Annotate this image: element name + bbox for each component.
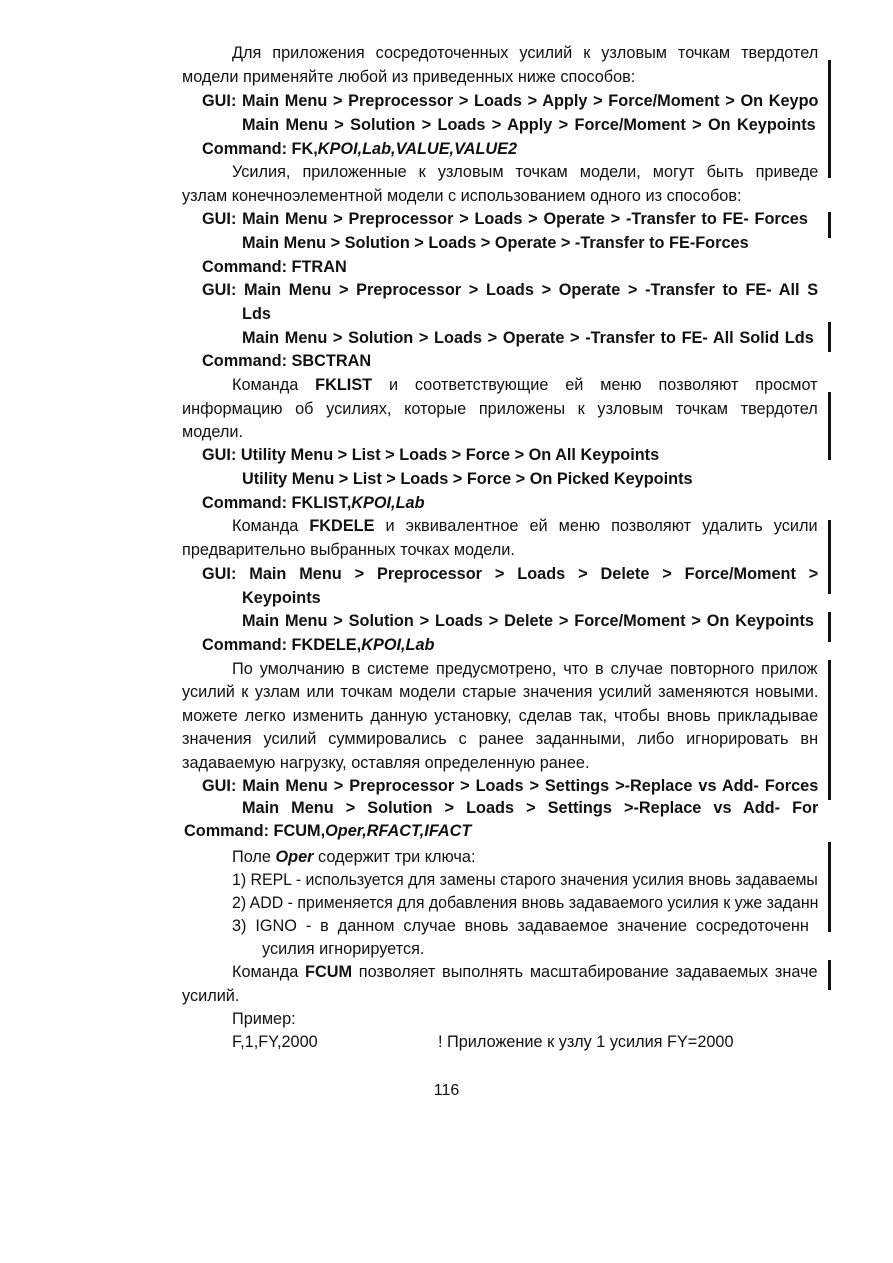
text-line xyxy=(232,916,809,936)
text-line xyxy=(232,375,818,395)
text-line xyxy=(242,115,816,135)
text-line xyxy=(438,1032,734,1052)
text-line xyxy=(232,847,475,867)
text-span: Main Menu > Solution > Loads > Operate > -Transfer to FE-Forces xyxy=(242,234,749,252)
text-span: GUI: Main Menu > Preprocessor > Loads > Apply > Force/Moment > On Keypo xyxy=(202,92,819,110)
text-span: Oper,RFACT,IFACT xyxy=(325,822,472,840)
text-line xyxy=(232,43,818,63)
text-line xyxy=(182,399,818,419)
text-line xyxy=(182,682,818,702)
text-span: KPOI,Lab xyxy=(351,494,425,512)
text-line xyxy=(202,351,371,371)
text-line xyxy=(232,1009,296,1029)
text-span: Utility Menu > List > Loads > Force > On Picked Keypoints xyxy=(242,470,693,488)
text-span: F,1,FY,2000 xyxy=(232,1033,318,1051)
text-span: усилий. xyxy=(182,987,240,1005)
text-span: FCUM xyxy=(305,963,353,981)
text-line xyxy=(202,776,818,796)
text-span: и соответствующие ей меню позволяют просмот xyxy=(372,376,818,394)
text-span: Поле xyxy=(232,848,276,866)
text-span: Команда xyxy=(232,963,306,981)
text-span: Усилия, приложенные к узловым точкам модели, могут быть приведе xyxy=(232,163,819,181)
text-line xyxy=(242,798,818,818)
text-line xyxy=(262,939,424,959)
text-span: модели. xyxy=(182,423,244,441)
text-line xyxy=(202,635,434,655)
text-span: Main Menu > Solution > Loads > Apply > Force/Moment > On Keypoints xyxy=(242,116,816,134)
text-span: GUI: Main Menu > Preprocessor > Loads > Settings >-Replace vs Add- Forces xyxy=(202,777,819,795)
text-line xyxy=(242,328,814,348)
page-number: 116 xyxy=(433,1082,460,1099)
text-line xyxy=(232,893,818,913)
text-line xyxy=(202,209,808,229)
text-line xyxy=(232,1032,318,1052)
text-line xyxy=(232,870,818,890)
text-span: модели применяйте любой из приведенных ниже способов: xyxy=(182,68,636,86)
text-span: 2) ADD - применяется для добавления вновь задаваемого усилия к уже заданн xyxy=(232,894,819,912)
text-span: Main Menu > Solution > Loads > Operate > -Transfer to FE- All Solid Lds xyxy=(242,329,814,347)
text-line xyxy=(182,540,515,560)
text-line xyxy=(232,162,818,182)
text-span: Команда xyxy=(232,517,310,535)
text-span: Command: FTRAN xyxy=(202,258,347,276)
text-span: GUI: Main Menu > Preprocessor > Loads > Operate > -Transfer to FE- All S xyxy=(202,281,819,299)
text-span: Lds xyxy=(242,305,271,323)
text-span: узлам конечноэлементной модели с использованием одного из способов: xyxy=(182,187,742,205)
text-span: Command: FKDELE, xyxy=(202,636,362,654)
text-span: GUI: Main Menu > Preprocessor > Loads > Delete > Force/Moment > xyxy=(202,565,819,583)
text-line xyxy=(242,233,749,253)
text-span: Command: SBCTRAN xyxy=(202,352,372,370)
text-span: и эквивалентное ей меню позволяют удалить усили xyxy=(374,517,818,535)
text-line xyxy=(232,516,818,536)
text-line xyxy=(242,588,321,608)
text-line xyxy=(242,304,271,324)
text-line xyxy=(202,257,347,277)
text-span: Oper xyxy=(275,848,314,866)
page-edge-shadow xyxy=(818,52,831,998)
text-span: Main Menu > Solution > Loads > Delete > Force/Moment > On Keypoints xyxy=(242,612,814,630)
text-span: задаваемую нагрузку, оставляя определенную ранее. xyxy=(182,754,590,772)
text-span: Для приложения сосредоточенных усилий к узловым точкам твердотел xyxy=(232,44,819,62)
text-span: FKLIST xyxy=(315,376,373,394)
text-span: можете легко изменить данную установку, сделав так, чтобы вновь прикладывае xyxy=(182,707,819,725)
text-line xyxy=(202,445,659,465)
text-span: содержит три ключа: xyxy=(313,848,476,866)
text-span: KPOI,Lab,VALUE,VALUE2 xyxy=(317,140,518,158)
text-span: Пример: xyxy=(232,1010,296,1028)
text-span: FKDELE xyxy=(309,517,375,535)
text-span: значения усилий суммировались с ранее заданными, либо игнорировать вн xyxy=(182,730,819,748)
text-span: 1) REPL - используется для замены старого значения усилия вновь задаваемы xyxy=(232,871,818,889)
text-line xyxy=(182,753,589,773)
text-line xyxy=(202,139,517,159)
text-span: Keypoints xyxy=(242,589,321,607)
text-span: предварительно выбранных точках модели. xyxy=(182,541,515,559)
text-line xyxy=(232,659,818,679)
text-line xyxy=(202,564,818,584)
text-line xyxy=(202,280,818,300)
text-line xyxy=(242,469,693,489)
text-line xyxy=(182,186,742,206)
text-line xyxy=(232,962,818,982)
text-line xyxy=(182,706,818,726)
text-line xyxy=(182,986,239,1006)
text-span: усилия игнорируется. xyxy=(262,940,425,958)
text-span: ! Приложение к узлу 1 усилия FY=2000 xyxy=(438,1033,734,1051)
text-line xyxy=(242,611,814,631)
text-span: информацию об усилиях, которые приложены к узловым точкам твердотел xyxy=(182,400,818,418)
text-span: Command: FCUM, xyxy=(184,822,326,840)
text-span: усилий к узлам или точкам модели старые значения усилий заменяются новыми. xyxy=(182,683,819,701)
text-line xyxy=(184,821,471,841)
text-span: Main Menu > Solution > Loads > Settings >-Replace vs Add- For xyxy=(242,799,819,817)
text-span: 3) IGNO - в данном случае вновь задаваемое значение сосредоточенн xyxy=(232,917,809,935)
text-line xyxy=(182,729,818,749)
text-span: Command: FK, xyxy=(202,140,318,158)
text-span: По умолчанию в системе предусмотрено, что в случае повторного прилож xyxy=(232,660,818,678)
text-line xyxy=(182,422,243,442)
text-span: GUI: Utility Menu > List > Loads > Force > On All Keypoints xyxy=(202,446,660,464)
text-span: Команда xyxy=(232,376,316,394)
text-span: KPOI,Lab xyxy=(361,636,435,654)
text-line xyxy=(182,67,635,87)
text-span: позволяет выполнять масштабирование задаваемых значе xyxy=(352,963,818,981)
text-line xyxy=(202,493,425,513)
text-line xyxy=(202,91,818,111)
text-span: Command: FKLIST, xyxy=(202,494,352,512)
text-span: GUI: Main Menu > Preprocessor > Loads > Operate > -Transfer to FE- Forces xyxy=(202,210,808,228)
